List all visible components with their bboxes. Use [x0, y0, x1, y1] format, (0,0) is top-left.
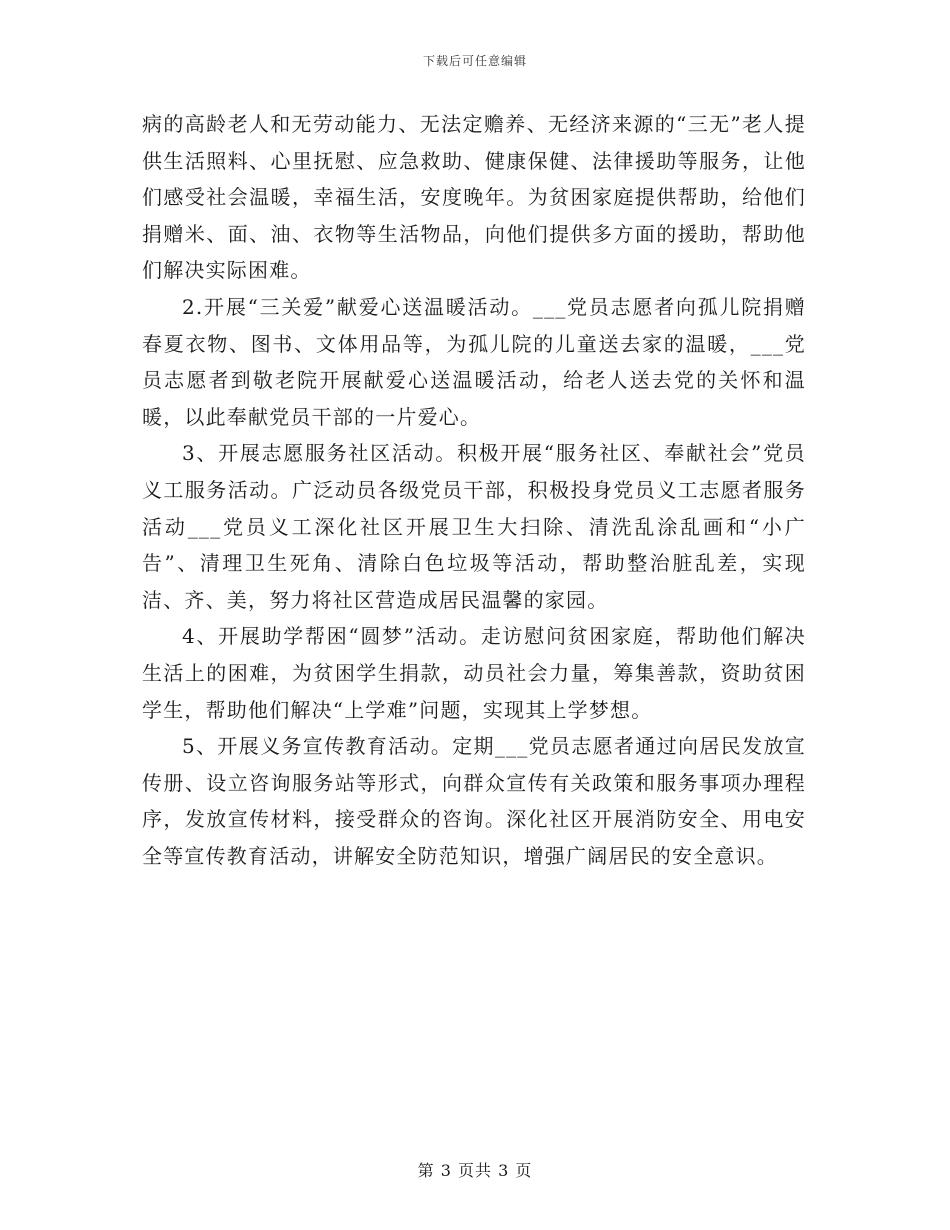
- page-header: 下载后可任意编辑: [422, 54, 527, 68]
- paragraph-item-5: 5、开展义务宣传教育活动。定期___党员志愿者通过向居民发放宣传册、设立咨询服务站等形式，向群众宣传有关政策和服务事项办理程序，发放宣传材料，接受群众的咨询。深化社区开展消防安全、用电安全等宣传教育活动，讲解安全防范知识，增强广阔居民的安全意识。: [142, 734, 806, 868]
- paragraph-continuation: 病的高龄老人和无劳动能力、无法定赡养、无经济来源的“三无”老人提供生活照料、心里抚慰、应急救助、健康保健、法律援助等服务，让他们感受社会温暖，幸福生活，安度晚年。为贫困家庭提供帮助，给他们捐赠米、面、油、衣物等生活物品，向他们提供多方面的援助，帮助他们解决实际困难。: [142, 112, 806, 283]
- document-body: [142, 106, 806, 874]
- paragraph-item-3: 3、开展志愿服务社区活动。积极开展“服务社区、奉献社会”党员义工服务活动。广泛动员各级党员干部，积极投身党员义工志愿者服务活动___党员义工深化社区开展卫生大扫除、清洗乱涂乱画和“小广告”、清理卫生死角、清除白色垃圾等活动，帮助整治脏乱差，实现洁、齐、美，努力将社区营造成居民温馨的家园。: [142, 441, 806, 612]
- paragraph-item-2: 2.开展“三关爱”献爱心送温暖活动。___党员志愿者向孤儿院捐赠春夏衣物、图书、文体用品等，为孤儿院的儿童送去家的温暖，___党员志愿者到敬老院开展献爱心送温暖活动，给老人送去党的关怀和温暖，以此奉献党员干部的一片爱心。: [142, 294, 806, 429]
- page-footer: 第 3 页共 3 页: [417, 1161, 533, 1180]
- paragraph-item-4: 4、开展助学帮困“圆梦”活动。走访慰问贫困家庭，帮助他们解决生活上的困难，为贫困学生捐款，动员社会力量，筹集善款，资助贫困学生，帮助他们解决“上学难”问题，实现其上学梦想。: [142, 624, 806, 722]
